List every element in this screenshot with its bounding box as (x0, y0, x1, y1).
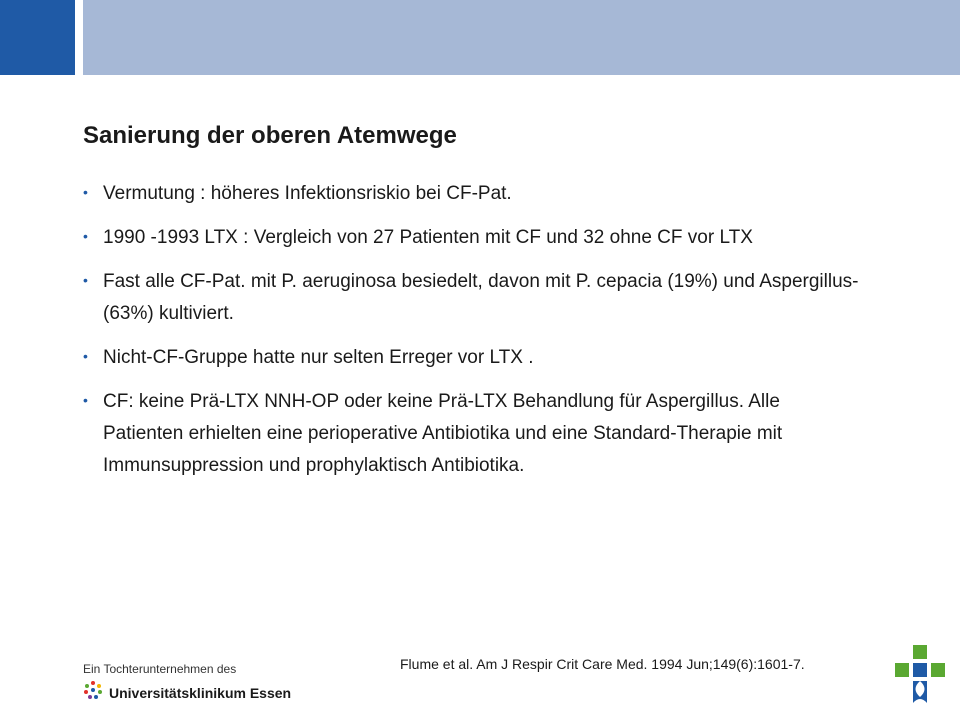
bullet-icon: • (83, 272, 88, 288)
uk-essen-dots-logo-icon (83, 680, 103, 705)
footer-subsidiary-text: Ein Tochterunternehmen des (83, 662, 237, 676)
cross-logo-icon (895, 645, 945, 705)
bullet-text: 1990 -1993 LTX : Vergleich von 27 Patienten mit CF und 32 ohne CF vor LTX (103, 227, 753, 248)
bullet-icon: • (83, 348, 88, 364)
bullet-text: Vermutung : höheres Infektionsriskio bei CF-Pat. (103, 183, 512, 204)
bullet-item (83, 178, 863, 210)
header-accent-block (0, 0, 75, 75)
slide-title: Sanierung der oberen Atemwege (83, 122, 457, 149)
bullet-text: Fast alle CF-Pat. mit P. aeruginosa besiedelt, davon mit P. cepacia (19%) und Aspergillus-(63%) kultiviert. (103, 271, 859, 324)
bullet-item (83, 222, 863, 254)
bullet-text: Nicht-CF-Gruppe hatte nur selten Erreger vor LTX . (103, 347, 534, 368)
bullet-item (83, 342, 863, 374)
bullet-item (83, 386, 863, 482)
footer-organization-name: Universitätsklinikum Essen (109, 684, 292, 701)
bullet-item (83, 266, 863, 330)
bullet-icon: • (83, 184, 88, 200)
bullet-icon: • (83, 228, 88, 244)
bullet-icon: • (83, 392, 88, 408)
bullet-list (83, 178, 863, 494)
bullet-text: CF: keine Prä-LTX NNH-OP oder keine Prä-LTX Behandlung für Aspergillus. Alle Patienten erhielten eine perioperative Antibiotika und eine Standard-Therapie mit Immunsuppression und prophylaktisch Antibiotika. (103, 391, 783, 476)
footer-organization (83, 680, 291, 705)
header-bar (83, 0, 960, 75)
citation: Flume et al. Am J Respir Crit Care Med. 1994 Jun;149(6):1601-7. (400, 656, 805, 672)
